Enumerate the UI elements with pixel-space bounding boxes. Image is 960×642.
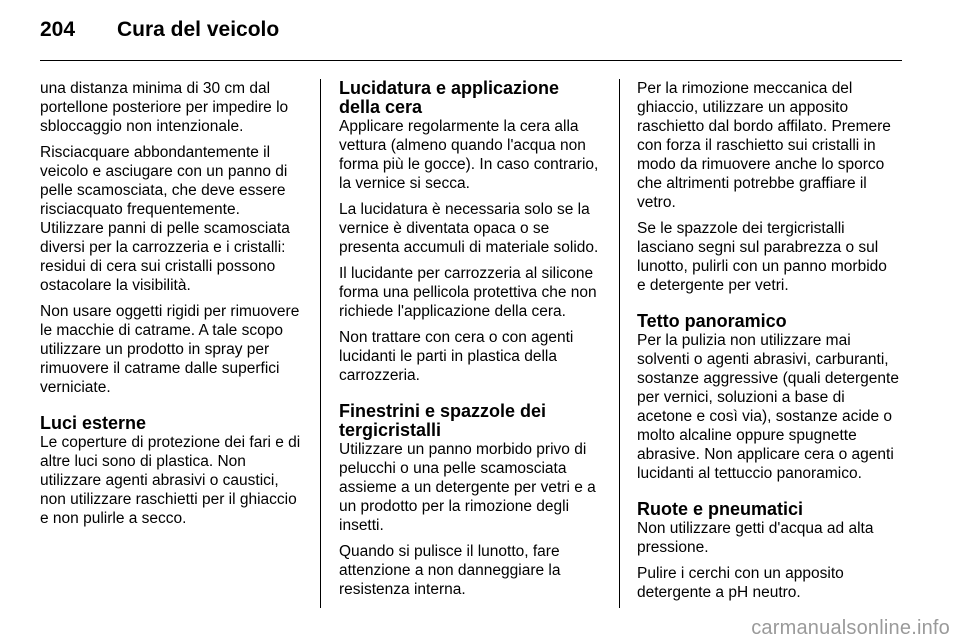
watermark: carmanualsonline.info	[751, 617, 950, 639]
section-heading-tetto-panoramico: Tetto panoramico	[637, 311, 787, 331]
section-heading-ruote-pneumatici: Ruote e pneumatici	[637, 499, 804, 519]
paragraph: Risciacquare abbondantemente il veicolo e asciugare con un panno di pelle scamosciata, che deve essere risciacquato frequentemente. Utilizzare panni di pelle scamosciata diversi per la carrozzeria e i cristalli: residui di cera sui cristalli possono ostacolare la visibilità.	[40, 144, 290, 294]
page-title: Cura del veicolo	[117, 18, 280, 41]
header-rule	[40, 60, 902, 61]
paragraph: Utilizzare un panno morbido privo di pelucchi o una pelle scamosciata assieme a un detergente per vetri e a un prodotto per la rimozione degli insetti.	[339, 441, 596, 534]
column-1	[40, 79, 302, 535]
paragraph: Il lucidante per carrozzeria al silicone forma una pellicola protettiva che non richiede l'applicazione della cera.	[339, 265, 597, 320]
section-heading-luci-esterne: Luci esterne	[40, 413, 147, 433]
section-heading-finestrini: Finestrini e spazzole dei tergicristalli	[339, 401, 547, 440]
paragraph: Se le spazzole dei tergicristalli lasciano segni sul parabrezza o sul lunotto, pulirli con un panno morbido e detergente per vetri.	[637, 220, 887, 294]
column-2	[339, 79, 601, 606]
paragraph: Non usare oggetti rigidi per rimuovere le macchie di catrame. A tale scopo utilizzare un prodotto in spray per rimuovere il catrame dalle superfici verniciate.	[40, 303, 300, 396]
column-divider	[619, 79, 620, 608]
column-divider	[320, 79, 321, 608]
paragraph: Non utilizzare getti d'acqua ad alta pressione.	[637, 520, 874, 556]
paragraph: La lucidatura è necessaria solo se la vernice è diventata opaca o se presenta accumuli di materiale solido.	[339, 201, 599, 256]
paragraph: Per la rimozione meccanica del ghiaccio, utilizzare un apposito raschietto dal bordo affilato. Premere con forza il raschietto sui cristalli in modo da rimuovere anche lo sporco che altrimenti potrebbe graffiare il vetro.	[637, 80, 891, 211]
page-header	[40, 18, 279, 48]
paragraph: Pulire i cerchi con un apposito detergente a pH neutro.	[637, 565, 844, 601]
paragraph: Non trattare con cera o con agenti lucidanti le parti in plastica della carrozzeria.	[339, 329, 574, 384]
paragraph: una distanza minima di 30 cm dal portellone posteriore per impedire lo sbloccaggio non intenzionale.	[40, 80, 289, 135]
section-heading-lucidatura: Lucidatura e applicazione della cera	[339, 78, 560, 117]
page-number: 204	[40, 18, 76, 41]
column-3	[637, 79, 899, 609]
paragraph: Quando si pulisce il lunotto, fare attenzione a non danneggiare la resistenza interna.	[339, 543, 561, 598]
paragraph: Per la pulizia non utilizzare mai solventi o agenti abrasivi, carburanti, sostanze aggressive (quali detergente per vernici, soluzioni a base di acetone e così via), sostanze acide o molto alcaline oppure spugnette abrasive. Non applicare cera o agenti lucidanti al tettuccio panoramico.	[637, 332, 899, 482]
paragraph: Le coperture di protezione dei fari e di altre luci sono di plastica. Non utilizzare agenti abrasivi o caustici, non utilizzare raschietti per il ghiaccio e non pulirle a secco.	[40, 434, 301, 527]
paragraph: Applicare regolarmente la cera alla vettura (almeno quando l'acqua non forma più le gocce). In caso contrario, la vernice si secca.	[339, 118, 599, 192]
